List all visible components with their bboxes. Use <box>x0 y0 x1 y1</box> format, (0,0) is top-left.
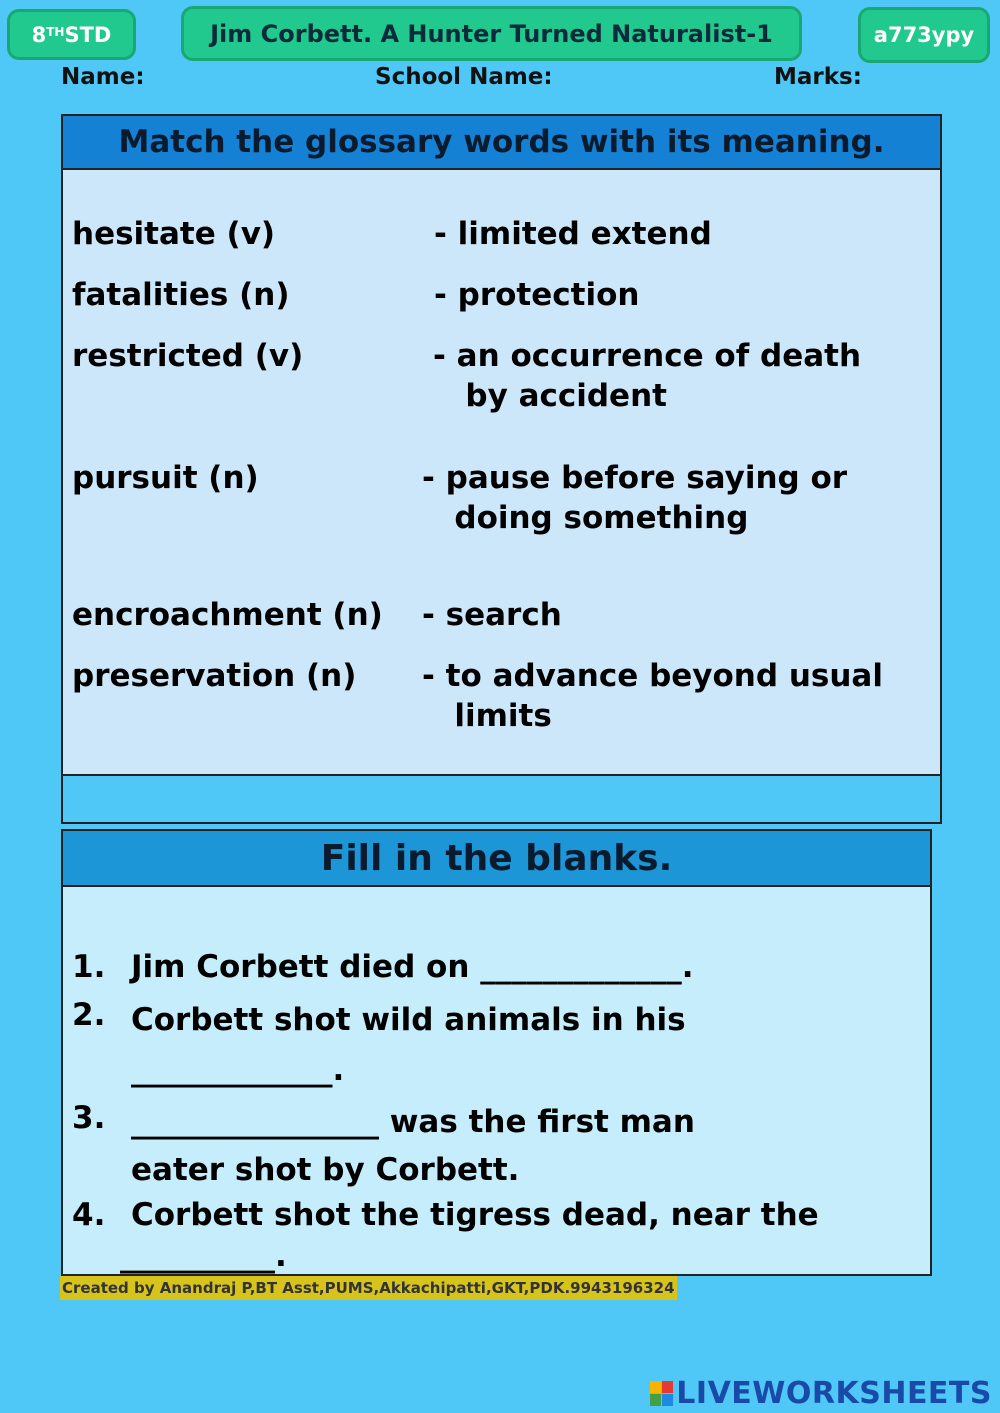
grade-suffix: STD <box>64 22 112 47</box>
grade-badge <box>7 9 136 60</box>
question-number: 4. <box>72 1197 106 1233</box>
worksheet-code-badge <box>858 7 990 63</box>
glossary-word[interactable]: hesitate (v) <box>72 216 276 252</box>
glossary-word[interactable]: encroachment (n) <box>72 597 383 633</box>
glossary-meaning[interactable]: - search <box>422 597 562 633</box>
grade-superscript: TH <box>46 24 65 39</box>
worksheet-code: a773ypy <box>873 23 975 47</box>
question-text[interactable]: Corbett shot wild animals in his _____________. <box>131 1002 686 1088</box>
brand-logo[interactable] <box>650 1376 992 1411</box>
fill-blanks-panel <box>61 829 932 1276</box>
glossary-word[interactable]: restricted (v) <box>72 338 304 374</box>
fill-blanks-heading: Fill in the blanks. <box>63 831 930 887</box>
credit-line: Created by Anandraj P,BT Asst,PUMS,Akkachipatti,GKT,PDK.9943196324 <box>60 1276 677 1300</box>
glossary-meaning[interactable]: - limited extend <box>434 216 712 252</box>
brand-name: LIVEWORKSHEETS <box>676 1376 992 1411</box>
question-text[interactable]: Corbett shot the tigress dead, near the <box>131 1197 819 1233</box>
question-number: 3. <box>72 1100 106 1136</box>
glossary-panel <box>61 114 942 824</box>
worksheet-title-text: Jim Corbett. A Hunter Turned Naturalist-1 <box>210 19 773 48</box>
glossary-heading: Match the glossary words with its meaning. <box>63 116 940 170</box>
question-number: 1. <box>72 949 106 985</box>
glossary-word[interactable]: pursuit (n) <box>72 460 259 496</box>
glossary-meaning[interactable]: - pause before saying or doing something <box>422 460 848 536</box>
question-text[interactable]: ________________ was the first man eater shot by Corbett. <box>131 1104 695 1188</box>
question-blank[interactable]: __________. <box>120 1238 287 1274</box>
glossary-meaning[interactable]: - to advance beyond usual limits <box>422 658 883 734</box>
worksheet-title <box>181 6 802 61</box>
glossary-word[interactable]: preservation (n) <box>72 658 357 694</box>
glossary-meaning[interactable]: - an occurrence of death by accident <box>433 338 862 414</box>
grade-number: 8 <box>31 22 47 47</box>
marks-label: Marks: <box>774 64 862 90</box>
question-text[interactable]: Jim Corbett died on _____________. <box>131 949 694 985</box>
liveworksheets-logo-icon <box>650 1381 674 1407</box>
glossary-meaning[interactable]: - protection <box>434 277 640 313</box>
school-name-label: School Name: <box>375 64 553 90</box>
glossary-word[interactable]: fatalities (n) <box>72 277 290 313</box>
name-label: Name: <box>61 64 145 90</box>
question-number: 2. <box>72 997 106 1033</box>
glossary-answer-strip <box>63 774 940 822</box>
